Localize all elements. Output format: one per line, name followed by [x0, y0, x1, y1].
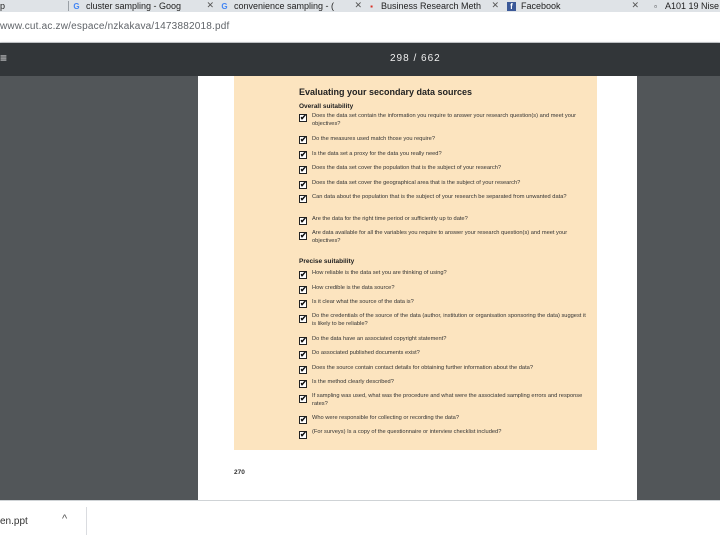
current-page[interactable]: 298 [390, 53, 410, 64]
url-text[interactable]: www.cut.ac.zw/espace/nzkakava/1473882018.pdf [0, 21, 230, 32]
page-indicator [390, 53, 441, 64]
checklist-item: Can data about the population that is the subject of your research be separated from unwanted data? [312, 194, 567, 200]
address-bar[interactable] [0, 12, 720, 43]
tab-divider [68, 1, 69, 11]
tab-title: p [0, 1, 6, 11]
facebook-icon: f [507, 2, 516, 11]
checklist-item: How reliable is the data set you are thinking of using? [312, 270, 447, 276]
checklist-item: Does the data set contain the information you require to answer your research question(s) and meet your objectives? [312, 113, 576, 127]
checklist-item: Do the credentials of the source of the data (author, institution or organisation sponsoring the data) suggest it is likely to be reliable? [312, 313, 586, 327]
pdf-toolbar [0, 43, 720, 76]
browser-tab[interactable] [72, 0, 218, 12]
menu-icon[interactable]: ≡ [0, 51, 8, 65]
chevron-up-icon[interactable]: ^ [62, 513, 68, 525]
checklist-item: Does the data set cover the population that is the subject of your research? [312, 165, 502, 171]
checklist-item: If sampling was used, what was the procedure and what were the associated sampling errors and response rates? [312, 393, 583, 407]
checklist-item: Is the method clearly described? [312, 379, 394, 385]
checklist-item: Do associated published documents exist? [312, 350, 420, 356]
close-icon[interactable]: ✕ [631, 0, 639, 10]
close-icon[interactable]: ✕ [354, 0, 362, 10]
checkbox-icon: ✔ [300, 231, 307, 240]
google-icon: G [73, 1, 80, 11]
checklist-item: Does the data set cover the geographical area that is the subject of your research? [312, 180, 521, 186]
checklist-item: (For surveys) Is a copy of the questionnaire or interview checklist included? [312, 429, 502, 435]
checkbox-icon: ✔ [300, 285, 307, 294]
checkbox-icon: ✔ [300, 365, 307, 374]
checkbox-icon: ✔ [300, 379, 307, 388]
checkbox-icon: ✔ [300, 430, 307, 439]
checkbox-icon: ✔ [300, 270, 307, 279]
checklist-item: Who were responsible for collecting or recording the data? [312, 415, 460, 421]
checkbox-icon: ✔ [300, 135, 307, 144]
close-icon[interactable]: ✕ [206, 0, 214, 10]
total-pages: 662 [421, 53, 441, 64]
page-number: 270 [234, 469, 245, 476]
checkbox-icon: ✔ [300, 299, 307, 308]
browser-tab[interactable] [0, 0, 10, 12]
checklist-item: Do the data have an associated copyright statement? [312, 336, 447, 342]
checkbox-icon: ✔ [300, 194, 307, 203]
browser-tab[interactable] [507, 0, 643, 12]
page-separator: / [413, 53, 418, 64]
tab-title: A101 19 Nise [665, 1, 720, 11]
google-icon: G [221, 1, 228, 11]
document-icon: ▫ [654, 1, 657, 11]
checklist-item: Are the data for the right time period or sufficiently up to date? [312, 216, 468, 222]
tab-title: cluster sampling - Goog [86, 1, 182, 11]
section-heading: Precise suitability [299, 258, 355, 265]
document-icon: ▪ [370, 1, 373, 11]
browser-tab[interactable] [367, 0, 503, 12]
checklist-item: Do the measures used match those you require? [312, 136, 435, 142]
checkbox-icon: ✔ [300, 336, 307, 345]
checkbox-icon: ✔ [300, 165, 307, 174]
checkbox-icon: ✔ [300, 113, 307, 122]
tab-title: convenience sampling - ( [234, 1, 335, 11]
checkbox-icon: ✔ [300, 415, 307, 424]
divider [86, 507, 87, 535]
checklist-item: Are data available for all the variables you require to answer your research question(s) and meet your objectives? [312, 230, 568, 244]
checklist-item: Is the data set a proxy for the data you really need? [312, 151, 442, 157]
box-title: Evaluating your secondary data sources [299, 87, 473, 97]
checklist-item: How credible is the data source? [312, 285, 395, 291]
checkbox-icon: ✔ [300, 394, 307, 403]
checklist-item: Is it clear what the source of the data is? [312, 299, 414, 305]
tab-title: Business Research Meth [381, 1, 482, 11]
checkbox-icon: ✔ [300, 314, 307, 323]
tab-strip [0, 0, 720, 12]
section-heading: Overall suitability [299, 103, 354, 110]
checklist-item: Does the source contain contact details for obtaining further information about the data? [312, 365, 534, 371]
checkbox-icon: ✔ [300, 350, 307, 359]
browser-tab[interactable] [651, 0, 720, 12]
checkbox-icon: ✔ [300, 150, 307, 159]
checkbox-icon: ✔ [300, 216, 307, 225]
close-icon[interactable]: ✕ [491, 0, 499, 10]
download-bar [0, 500, 720, 541]
checkbox-icon: ✔ [300, 180, 307, 189]
download-file-name[interactable]: en.ppt [0, 516, 28, 527]
browser-tab[interactable] [220, 0, 366, 12]
tab-title: Facebook [521, 1, 561, 11]
